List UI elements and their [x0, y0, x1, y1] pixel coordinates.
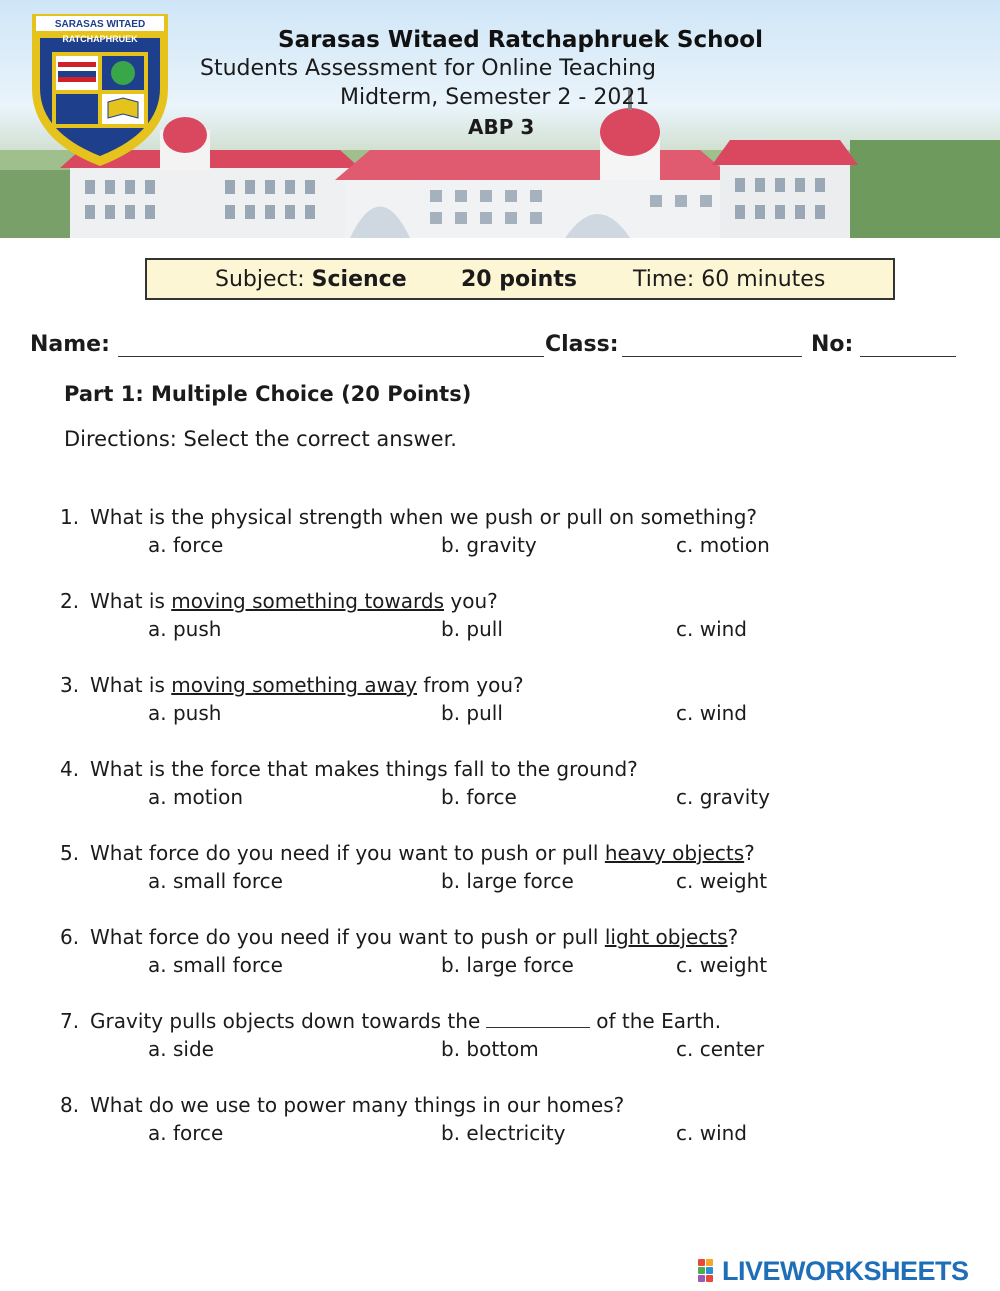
question-text [90, 925, 738, 949]
class-label: Class: [545, 332, 619, 357]
question-text-part: from you? [417, 673, 524, 697]
directions-text: Directions: Select the correct answer. [64, 427, 457, 451]
header-banner [0, 0, 1000, 238]
question-text-part: ? [744, 841, 755, 865]
question-number: 5. [60, 841, 80, 865]
question-number: 6. [60, 925, 80, 949]
liveworksheets-squares-icon [698, 1259, 722, 1283]
question-text [90, 673, 524, 697]
school-crest-logo [28, 10, 172, 170]
liveworksheets-brand-text: LIVEWORKSHEETS [722, 1256, 969, 1286]
question-text-part: What is [90, 673, 172, 697]
question-number: 4. [60, 757, 80, 781]
answer-option-a[interactable]: a. side [148, 1037, 214, 1061]
question-underlined-phrase: moving something towards [171, 589, 445, 613]
answer-option-a[interactable]: a. push [148, 617, 222, 641]
points-total: 20 points [461, 267, 577, 292]
answer-option-b[interactable]: b. electricity [441, 1121, 566, 1145]
answer-option-b[interactable]: b. force [441, 785, 517, 809]
question-number: 7. [60, 1009, 80, 1033]
answer-option-c[interactable]: c. weight [676, 953, 768, 977]
subject-info-box [145, 258, 895, 300]
term-title: Midterm, Semester 2 - 2021 [340, 85, 650, 110]
part1-title: Part 1: Multiple Choice (20 Points) [64, 382, 472, 406]
answer-option-a[interactable]: a. force [148, 533, 224, 557]
answer-option-c[interactable]: c. gravity [676, 785, 770, 809]
question-number: 2. [60, 589, 80, 613]
question-text: What is the physical strength when we push or pull on something? [90, 505, 758, 529]
time-limit: Time: 60 minutes [633, 267, 826, 292]
crest-text-bottom: RATCHAPHRUEK [62, 34, 138, 44]
answer-option-c[interactable]: c. wind [676, 1121, 747, 1145]
answer-option-a[interactable]: a. force [148, 1121, 224, 1145]
question-text-part: What force do you need if you want to push or pull [90, 841, 605, 865]
answer-option-a[interactable]: a. motion [148, 785, 243, 809]
answer-option-a[interactable]: a. small force [148, 869, 283, 893]
subject-label: Subject: [215, 267, 312, 292]
question-text-part: What force do you need if you want to push or pull [90, 925, 605, 949]
school-name: Sarasas Witaed Ratchaphruek School [278, 27, 763, 53]
subject-field [215, 267, 407, 292]
question-text [90, 589, 498, 613]
class-code: ABP 3 [468, 115, 535, 139]
question-text-part: Gravity pulls objects down towards the [90, 1009, 481, 1033]
answer-option-c[interactable]: c. wind [676, 701, 747, 725]
class-input-line[interactable] [622, 356, 802, 357]
answer-option-c[interactable]: c. weight [676, 869, 768, 893]
answer-option-c[interactable]: c. wind [676, 617, 747, 641]
question-number: 3. [60, 673, 80, 697]
answer-option-a[interactable]: a. push [148, 701, 222, 725]
question-text-part: you? [444, 589, 498, 613]
assessment-title: Students Assessment for Online Teaching [200, 56, 656, 81]
answer-option-b[interactable]: b. pull [441, 701, 503, 725]
question-number: 8. [60, 1093, 80, 1117]
question-text-part: What is [90, 589, 172, 613]
subject-value: Science [311, 267, 407, 292]
answer-option-b[interactable]: b. large force [441, 953, 574, 977]
answer-option-b[interactable]: b. gravity [441, 533, 537, 557]
question-text [90, 1009, 721, 1033]
question-text [90, 841, 755, 865]
question-underlined-phrase: heavy objects [604, 841, 745, 865]
crest-text-top: SARASAS WITAED [54, 19, 146, 30]
question-number: 1. [60, 505, 80, 529]
question-text: What is the force that makes things fall to the ground? [90, 757, 638, 781]
number-label: No: [811, 332, 854, 357]
question-text-part: ? [727, 925, 739, 949]
answer-option-b[interactable]: b. large force [441, 869, 574, 893]
answer-option-b[interactable]: b. bottom [441, 1037, 539, 1061]
name-label: Name: [30, 332, 110, 357]
question-underlined-phrase: light objects [604, 925, 728, 949]
question-text: What do we use to power many things in our homes? [90, 1093, 625, 1117]
fill-in-blank[interactable] [486, 1011, 590, 1028]
answer-option-c[interactable]: c. motion [676, 533, 770, 557]
number-input-line[interactable] [860, 356, 956, 357]
answer-option-c[interactable]: c. center [676, 1037, 765, 1061]
answer-option-a[interactable]: a. small force [148, 953, 283, 977]
answer-option-b[interactable]: b. pull [441, 617, 503, 641]
question-underlined-phrase: moving something away [171, 673, 418, 697]
name-input-line[interactable] [118, 356, 544, 357]
question-text-part: of the Earth. [596, 1009, 722, 1033]
